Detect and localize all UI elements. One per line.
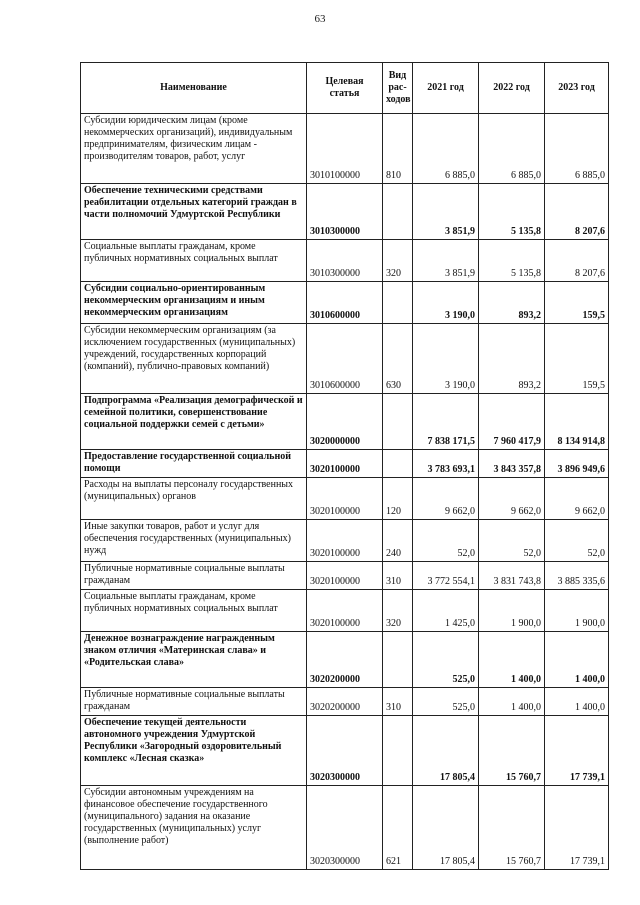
row-name: Расходы на выплаты персоналу государственных (муниципальных) органов [81, 478, 307, 520]
row-code: 3020100000 [307, 520, 383, 562]
column-header-name: Наименование [81, 63, 307, 114]
row-value-2022: 3 831 743,8 [479, 562, 545, 590]
row-code: 3020300000 [307, 786, 383, 870]
row-value-2023: 1 900,0 [545, 590, 609, 632]
row-value-2022: 15 760,7 [479, 716, 545, 786]
row-type: 621 [383, 786, 413, 870]
row-code: 3010600000 [307, 324, 383, 394]
row-value-2021: 9 662,0 [413, 478, 479, 520]
row-value-2021: 3 190,0 [413, 324, 479, 394]
column-header-code [307, 63, 383, 114]
row-value-2023: 1 400,0 [545, 632, 609, 688]
row-type [383, 450, 413, 478]
row-type: 120 [383, 478, 413, 520]
row-name: Иные закупки товаров, работ и услуг для обеспечения государственных (муниципальных) нужд [81, 520, 307, 562]
row-value-2022: 5 135,8 [479, 240, 545, 282]
row-value-2021: 3 190,0 [413, 282, 479, 324]
column-header-type [383, 63, 413, 114]
table-row [81, 450, 609, 478]
row-name: Субсидии социально-ориентированным некоммерческим организациям и иным некоммерческим организациям [81, 282, 307, 324]
row-name: Обеспечение техническими средствами реабилитации отдельных категорий граждан в части полномочий Удмуртской Республики [81, 184, 307, 240]
row-value-2021: 525,0 [413, 688, 479, 716]
row-type: 810 [383, 114, 413, 184]
row-code: 3020300000 [307, 716, 383, 786]
row-value-2021: 17 805,4 [413, 786, 479, 870]
row-type: 630 [383, 324, 413, 394]
row-value-2022: 6 885,0 [479, 114, 545, 184]
column-header-2021: 2021 год [413, 63, 479, 114]
row-value-2023: 8 134 914,8 [545, 394, 609, 450]
column-header-code-line1: Целевая [325, 76, 364, 87]
column-header-type-line2: рас- [388, 82, 407, 93]
row-code: 3020000000 [307, 394, 383, 450]
row-value-2022: 893,2 [479, 324, 545, 394]
row-value-2023: 17 739,1 [545, 716, 609, 786]
row-code: 3020100000 [307, 450, 383, 478]
row-value-2022: 1 400,0 [479, 632, 545, 688]
row-value-2021: 1 425,0 [413, 590, 479, 632]
table-row [81, 716, 609, 786]
row-name: Подпрограмма «Реализация демографической и семейной политики, совершенствование социальной поддержки семей с детьми» [81, 394, 307, 450]
row-value-2021: 3 783 693,1 [413, 450, 479, 478]
row-value-2022: 5 135,8 [479, 184, 545, 240]
row-type: 310 [383, 562, 413, 590]
row-name: Социальные выплаты гражданам, кроме публичных нормативных социальных выплат [81, 590, 307, 632]
column-header-type-line3: ходов [386, 94, 411, 105]
table-row [81, 184, 609, 240]
row-value-2022: 9 662,0 [479, 478, 545, 520]
row-value-2023: 9 662,0 [545, 478, 609, 520]
table-row [81, 590, 609, 632]
table-row [81, 478, 609, 520]
row-value-2023: 1 400,0 [545, 688, 609, 716]
row-type [383, 184, 413, 240]
row-type: 310 [383, 688, 413, 716]
row-code: 3010300000 [307, 184, 383, 240]
row-name: Социальные выплаты гражданам, кроме публичных нормативных социальных выплат [81, 240, 307, 282]
row-value-2023: 6 885,0 [545, 114, 609, 184]
row-value-2023: 17 739,1 [545, 786, 609, 870]
row-type [383, 282, 413, 324]
table-row [81, 688, 609, 716]
row-value-2023: 52,0 [545, 520, 609, 562]
table-row [81, 520, 609, 562]
row-name: Денежное вознаграждение награжденным знаком отличия «Материнская слава» и «Родительская слава» [81, 632, 307, 688]
row-value-2021: 6 885,0 [413, 114, 479, 184]
row-code: 3020200000 [307, 632, 383, 688]
table-row [81, 240, 609, 282]
table-row [81, 394, 609, 450]
row-value-2021: 17 805,4 [413, 716, 479, 786]
row-value-2022: 1 900,0 [479, 590, 545, 632]
row-value-2023: 3 896 949,6 [545, 450, 609, 478]
column-header-code-line2: статья [329, 88, 360, 99]
row-type: 320 [383, 590, 413, 632]
row-name: Обеспечение текущей деятельности автономного учреждения Удмуртской Республики «Загородный оздоровительный комплекс «Лесная сказка» [81, 716, 307, 786]
row-value-2023: 8 207,6 [545, 184, 609, 240]
row-value-2022: 1 400,0 [479, 688, 545, 716]
row-type: 240 [383, 520, 413, 562]
column-header-2022: 2022 год [479, 63, 545, 114]
row-name: Субсидии автономным учреждениям на финансовое обеспечение государственного (муниципального) задания на оказание государственных (муниципальных) услуг (выполнение работ) [81, 786, 307, 870]
row-name: Субсидии юридическим лицам (кроме некоммерческих организаций), индивидуальным предпринимателям, физическим лицам - производителям товаров, работ, услуг [81, 114, 307, 184]
row-value-2022: 893,2 [479, 282, 545, 324]
row-code: 3020100000 [307, 478, 383, 520]
budget-table [80, 62, 609, 870]
table-row [81, 282, 609, 324]
row-value-2023: 8 207,6 [545, 240, 609, 282]
table-header-row [81, 63, 609, 114]
row-code: 3020100000 [307, 590, 383, 632]
row-value-2021: 3 772 554,1 [413, 562, 479, 590]
row-name: Публичные нормативные социальные выплаты гражданам [81, 688, 307, 716]
table-row [81, 786, 609, 870]
row-value-2021: 52,0 [413, 520, 479, 562]
row-code: 3010100000 [307, 114, 383, 184]
page-number: 63 [314, 13, 326, 25]
row-value-2021: 7 838 171,5 [413, 394, 479, 450]
row-name: Публичные нормативные социальные выплаты гражданам [81, 562, 307, 590]
table-row [81, 562, 609, 590]
table-row [81, 114, 609, 184]
row-value-2022: 52,0 [479, 520, 545, 562]
row-value-2021: 3 851,9 [413, 184, 479, 240]
row-code: 3020200000 [307, 688, 383, 716]
row-type [383, 394, 413, 450]
column-header-type-line1: Вид [388, 70, 407, 81]
table-row [81, 324, 609, 394]
row-code: 3010600000 [307, 282, 383, 324]
row-value-2023: 3 885 335,6 [545, 562, 609, 590]
table-row [81, 632, 609, 688]
row-value-2021: 3 851,9 [413, 240, 479, 282]
row-value-2023: 159,5 [545, 282, 609, 324]
row-type [383, 716, 413, 786]
row-code: 3010300000 [307, 240, 383, 282]
row-value-2023: 159,5 [545, 324, 609, 394]
row-value-2022: 7 960 417,9 [479, 394, 545, 450]
row-value-2021: 525,0 [413, 632, 479, 688]
row-value-2022: 3 843 357,8 [479, 450, 545, 478]
row-name: Субсидии некоммерческим организациям (за исключением государственных (муниципальных) учреждений, государственных корпораций (компаний), публично-правовых компаний) [81, 324, 307, 394]
column-header-2023: 2023 год [545, 63, 609, 114]
row-value-2022: 15 760,7 [479, 786, 545, 870]
row-type [383, 632, 413, 688]
row-type: 320 [383, 240, 413, 282]
row-code: 3020100000 [307, 562, 383, 590]
row-name: Предоставление государственной социальной помощи [81, 450, 307, 478]
